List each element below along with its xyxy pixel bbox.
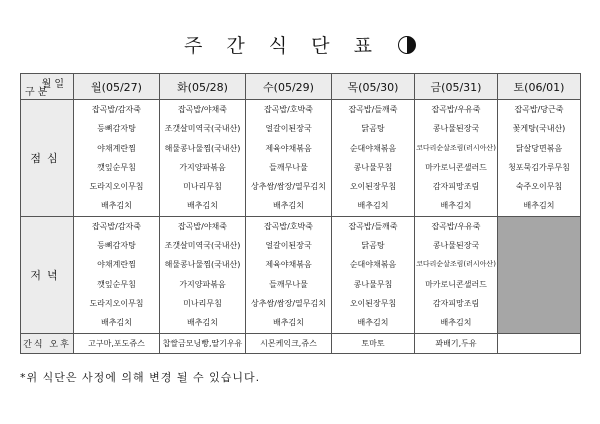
dish-item: 마카로니콘샐러드 [425, 162, 487, 172]
dish-item [498, 236, 580, 255]
dish-item: 잡곡밥/야채죽 [177, 105, 228, 114]
dish-item: 콩나물된장국 [432, 124, 480, 134]
snack-row [21, 333, 581, 353]
dish-item: 미나리무침 [183, 298, 222, 308]
dish-item: 해물콩나물찜(국내산) [164, 143, 241, 153]
dish-item: 상추쌈/쌈장/열무김치 [251, 182, 326, 192]
dish-item: 제육야채볶음 [265, 260, 312, 270]
dinner-menu-cell-empty [498, 216, 581, 333]
dish-item: 배추김치 [357, 201, 389, 211]
dinner-menu-cell [246, 216, 332, 333]
dinner-label: 저녁 [21, 216, 74, 333]
dish-item: 잡곡밥/들깨죽 [348, 105, 398, 114]
dish-item: 배추김치 [357, 318, 389, 328]
dish-item: 해물콩나물찜(국내산) [164, 260, 241, 270]
dish-item [498, 313, 580, 332]
dish-item [498, 255, 580, 274]
lunch-label: 점심 [21, 100, 74, 217]
corner-header-cell [21, 74, 74, 100]
snack-cell: 찹쌀금모닝빵,딸기우유 [160, 333, 246, 353]
dish-item: 잡곡밥/우유죽 [431, 105, 481, 114]
dinner-menu-cell [415, 216, 498, 333]
dish-item: 오이된장무침 [349, 182, 397, 192]
dish-item: 등뼈감자탕 [97, 124, 136, 134]
corner-category-label: 구분 [25, 87, 51, 98]
dish-item: 코다리순살조림(러시아산) [416, 143, 496, 152]
dish-item: 잡곡밥/감자죽 [91, 221, 142, 231]
dish-item: 가지양파볶음 [179, 279, 226, 289]
dish-item: 순대야채볶음 [349, 143, 397, 153]
dish-item: 잡곡밥/호박죽 [263, 105, 314, 114]
dish-item: 청포묵김가루무침 [508, 162, 570, 172]
snack-cell: 토마토 [332, 333, 415, 353]
day-header: 목(05/30) [332, 74, 415, 100]
dish-item: 배추김치 [101, 318, 132, 328]
dish-item: 배추김치 [523, 201, 555, 211]
dish-item: 깻잎순무침 [97, 279, 136, 289]
day-header: 토(06/01) [498, 74, 581, 100]
day-header: 금(05/31) [415, 74, 498, 100]
lunch-menu-cell [74, 100, 160, 217]
dish-item: 잡곡밥/호박죽 [263, 221, 314, 231]
dish-item: 배추김치 [187, 201, 218, 211]
dish-item: 제육야채볶음 [265, 143, 312, 153]
dish-item: 잡곡밥/야채죽 [177, 221, 228, 231]
dish-item: 감자피망조림 [432, 182, 480, 192]
dish-item: 상추쌈/쌈장/열무김치 [251, 298, 326, 308]
lunch-menu-cell [332, 100, 415, 217]
dish-item: 깻잎순무침 [97, 162, 136, 172]
dish-item: 닭곰탕 [361, 124, 385, 134]
lunch-menu-cell [498, 100, 581, 217]
dish-item: 콩나물무침 [353, 162, 393, 172]
weekly-menu-table [20, 73, 581, 354]
snack-cell: 고구마,포도쥬스 [74, 333, 160, 353]
dish-item [498, 294, 580, 313]
day-header: 월(05/27) [74, 74, 160, 100]
dish-item: 얼갈이된장국 [265, 124, 312, 134]
dish-item: 들깨무나물 [269, 162, 308, 172]
dish-item: 배추김치 [273, 318, 304, 328]
dish-item: 잡곡밥/우유죽 [431, 221, 481, 231]
dish-item: 감자피망조림 [432, 298, 480, 308]
day-header: 수(05/29) [246, 74, 332, 100]
dish-item: 콩나물무침 [353, 279, 393, 289]
dish-item: 야채계란찜 [97, 260, 136, 270]
dish-item: 얼갈이된장국 [265, 241, 312, 251]
dish-item: 닭곰탕 [361, 241, 385, 251]
snack-cell: 꽈배기,두유 [415, 333, 498, 353]
dish-item: 조갯살미역국(국내산) [164, 124, 241, 134]
dinner-menu-cell [74, 216, 160, 333]
dish-item: 숙주오이무침 [515, 182, 563, 192]
dish-item: 마카로니콘샐러드 [425, 279, 487, 289]
snack-cell [498, 333, 581, 353]
dinner-menu-cell [160, 216, 246, 333]
dish-item: 가지양파볶음 [179, 162, 226, 172]
dish-item: 배추김치 [273, 201, 304, 211]
dinner-menu-cell [332, 216, 415, 333]
lunch-menu-cell [160, 100, 246, 217]
dish-item: 도라지오이무침 [89, 182, 144, 192]
dish-item: 코다리순살조림(러시아산) [416, 260, 496, 269]
dish-item: 잡곡밥/들깨죽 [348, 221, 398, 231]
dinner-row [21, 216, 581, 333]
dish-item: 조갯살미역국(국내산) [164, 241, 241, 251]
dish-item: 순대야채볶음 [349, 260, 397, 270]
dish-item: 배추김치 [101, 201, 132, 211]
title-text: 주 간 식 단 표 [184, 35, 381, 57]
dish-item: 잡곡밥/당근죽 [514, 105, 564, 114]
dish-item: 배추김치 [440, 201, 472, 211]
dish-item: 미나리무침 [183, 182, 222, 192]
dish-item: 들깨무나물 [269, 279, 308, 289]
dish-item: 꽃게탕(국내산) [512, 124, 566, 134]
corner-date-label: 월일 [41, 79, 67, 90]
page-title [0, 34, 600, 58]
lunch-menu-cell [246, 100, 332, 217]
dish-item: 잡곡밥/감자죽 [91, 105, 142, 114]
dish-item: 콩나물된장국 [432, 241, 480, 251]
half-circle-icon [398, 36, 416, 54]
dish-item: 오이된장무침 [349, 298, 397, 308]
dish-item: 배추김치 [187, 318, 218, 328]
lunch-row [21, 100, 581, 217]
day-header-row [21, 74, 581, 100]
dish-item: 닭살당면볶음 [515, 143, 563, 153]
dish-item: 배추김치 [440, 318, 472, 328]
dish-item: 도라지오이무침 [89, 298, 144, 308]
dish-item [498, 275, 580, 294]
notice-text: *위 식단은 사정에 의해 변경 될 수 있습니다. [20, 371, 261, 384]
day-header: 화(05/28) [160, 74, 246, 100]
dish-item [498, 217, 580, 236]
snack-label: 간식 오후 [21, 333, 74, 353]
dish-item: 야채계란찜 [97, 143, 136, 153]
snack-cell: 시몬케익크,쥬스 [246, 333, 332, 353]
dish-item: 등뼈감자탕 [97, 241, 136, 251]
lunch-menu-cell [415, 100, 498, 217]
